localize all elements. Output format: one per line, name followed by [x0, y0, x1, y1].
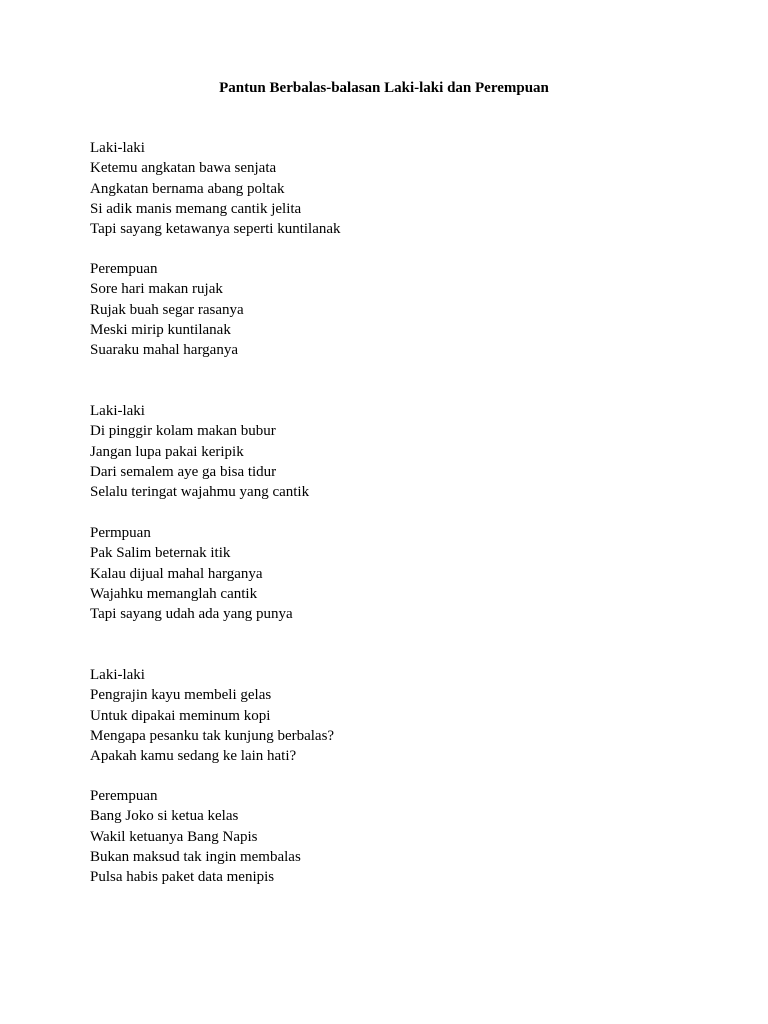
pantun-line: Si adik manis memang cantik jelita: [90, 200, 302, 217]
stanza-laki-laki-2: [90, 401, 309, 502]
pantun-line: Pak Salim beternak itik: [90, 545, 231, 562]
speaker-label: Laki-laki: [90, 667, 145, 683]
stanza-laki-laki-1: [90, 138, 341, 239]
pantun-line: Meski mirip kuntilanak: [90, 321, 231, 338]
pantun-line: Tapi sayang udah ada yang punya: [90, 606, 293, 623]
speaker-label: Permpuan: [90, 525, 151, 541]
pantun-line: Wajahku memanglah cantik: [90, 585, 258, 602]
pantun-line: Wakil ketuanya Bang Napis: [90, 828, 258, 845]
pantun-line: Jangan lupa pakai keripik: [90, 443, 244, 460]
pantun-line: Mengapa pesanku tak kunjung berbalas?: [90, 727, 335, 744]
pantun-line: Apakah kamu sedang ke lain hati?: [90, 748, 297, 765]
pantun-line: Pulsa habis paket data menipis: [90, 869, 275, 886]
pantun-line: Angkatan bernama abang poltak: [90, 180, 285, 197]
pantun-line: Untuk dipakai meminum kopi: [90, 707, 271, 724]
pantun-line: Tapi sayang ketawanya seperti kuntilanak: [90, 221, 341, 238]
pantun-line: Bang Joko si ketua kelas: [90, 808, 239, 825]
speaker-label: Laki-laki: [90, 403, 145, 419]
pantun-line: Suaraku mahal harganya: [90, 342, 239, 359]
pantun-line: Bukan maksud tak ingin membalas: [90, 848, 301, 865]
speaker-label: Laki-laki: [90, 140, 145, 156]
pantun-line: Ketemu angkatan bawa senjata: [90, 160, 277, 177]
speaker-label: Perempuan: [90, 788, 158, 804]
pantun-line: Rujak buah segar rasanya: [90, 301, 244, 318]
pantun-line: Sore hari makan rujak: [90, 281, 223, 298]
pantun-line: Di pinggir kolam makan bubur: [90, 423, 276, 440]
stanza-perempuan-1: [90, 259, 244, 360]
pantun-line: Dari semalem aye ga bisa tidur: [90, 463, 277, 480]
stanza-perempuan-2: [90, 523, 293, 624]
stanza-perempuan-3: [90, 786, 301, 887]
document-title: Pantun Berbalas-balasan Laki-laki dan Perempuan: [219, 80, 549, 96]
speaker-label: Perempuan: [90, 261, 158, 277]
pantun-line: Selalu teringat wajahmu yang cantik: [90, 484, 310, 501]
stanza-laki-laki-3: [90, 665, 334, 766]
pantun-line: Pengrajin kayu membeli gelas: [90, 687, 272, 704]
pantun-line: Kalau dijual mahal harganya: [90, 565, 263, 582]
